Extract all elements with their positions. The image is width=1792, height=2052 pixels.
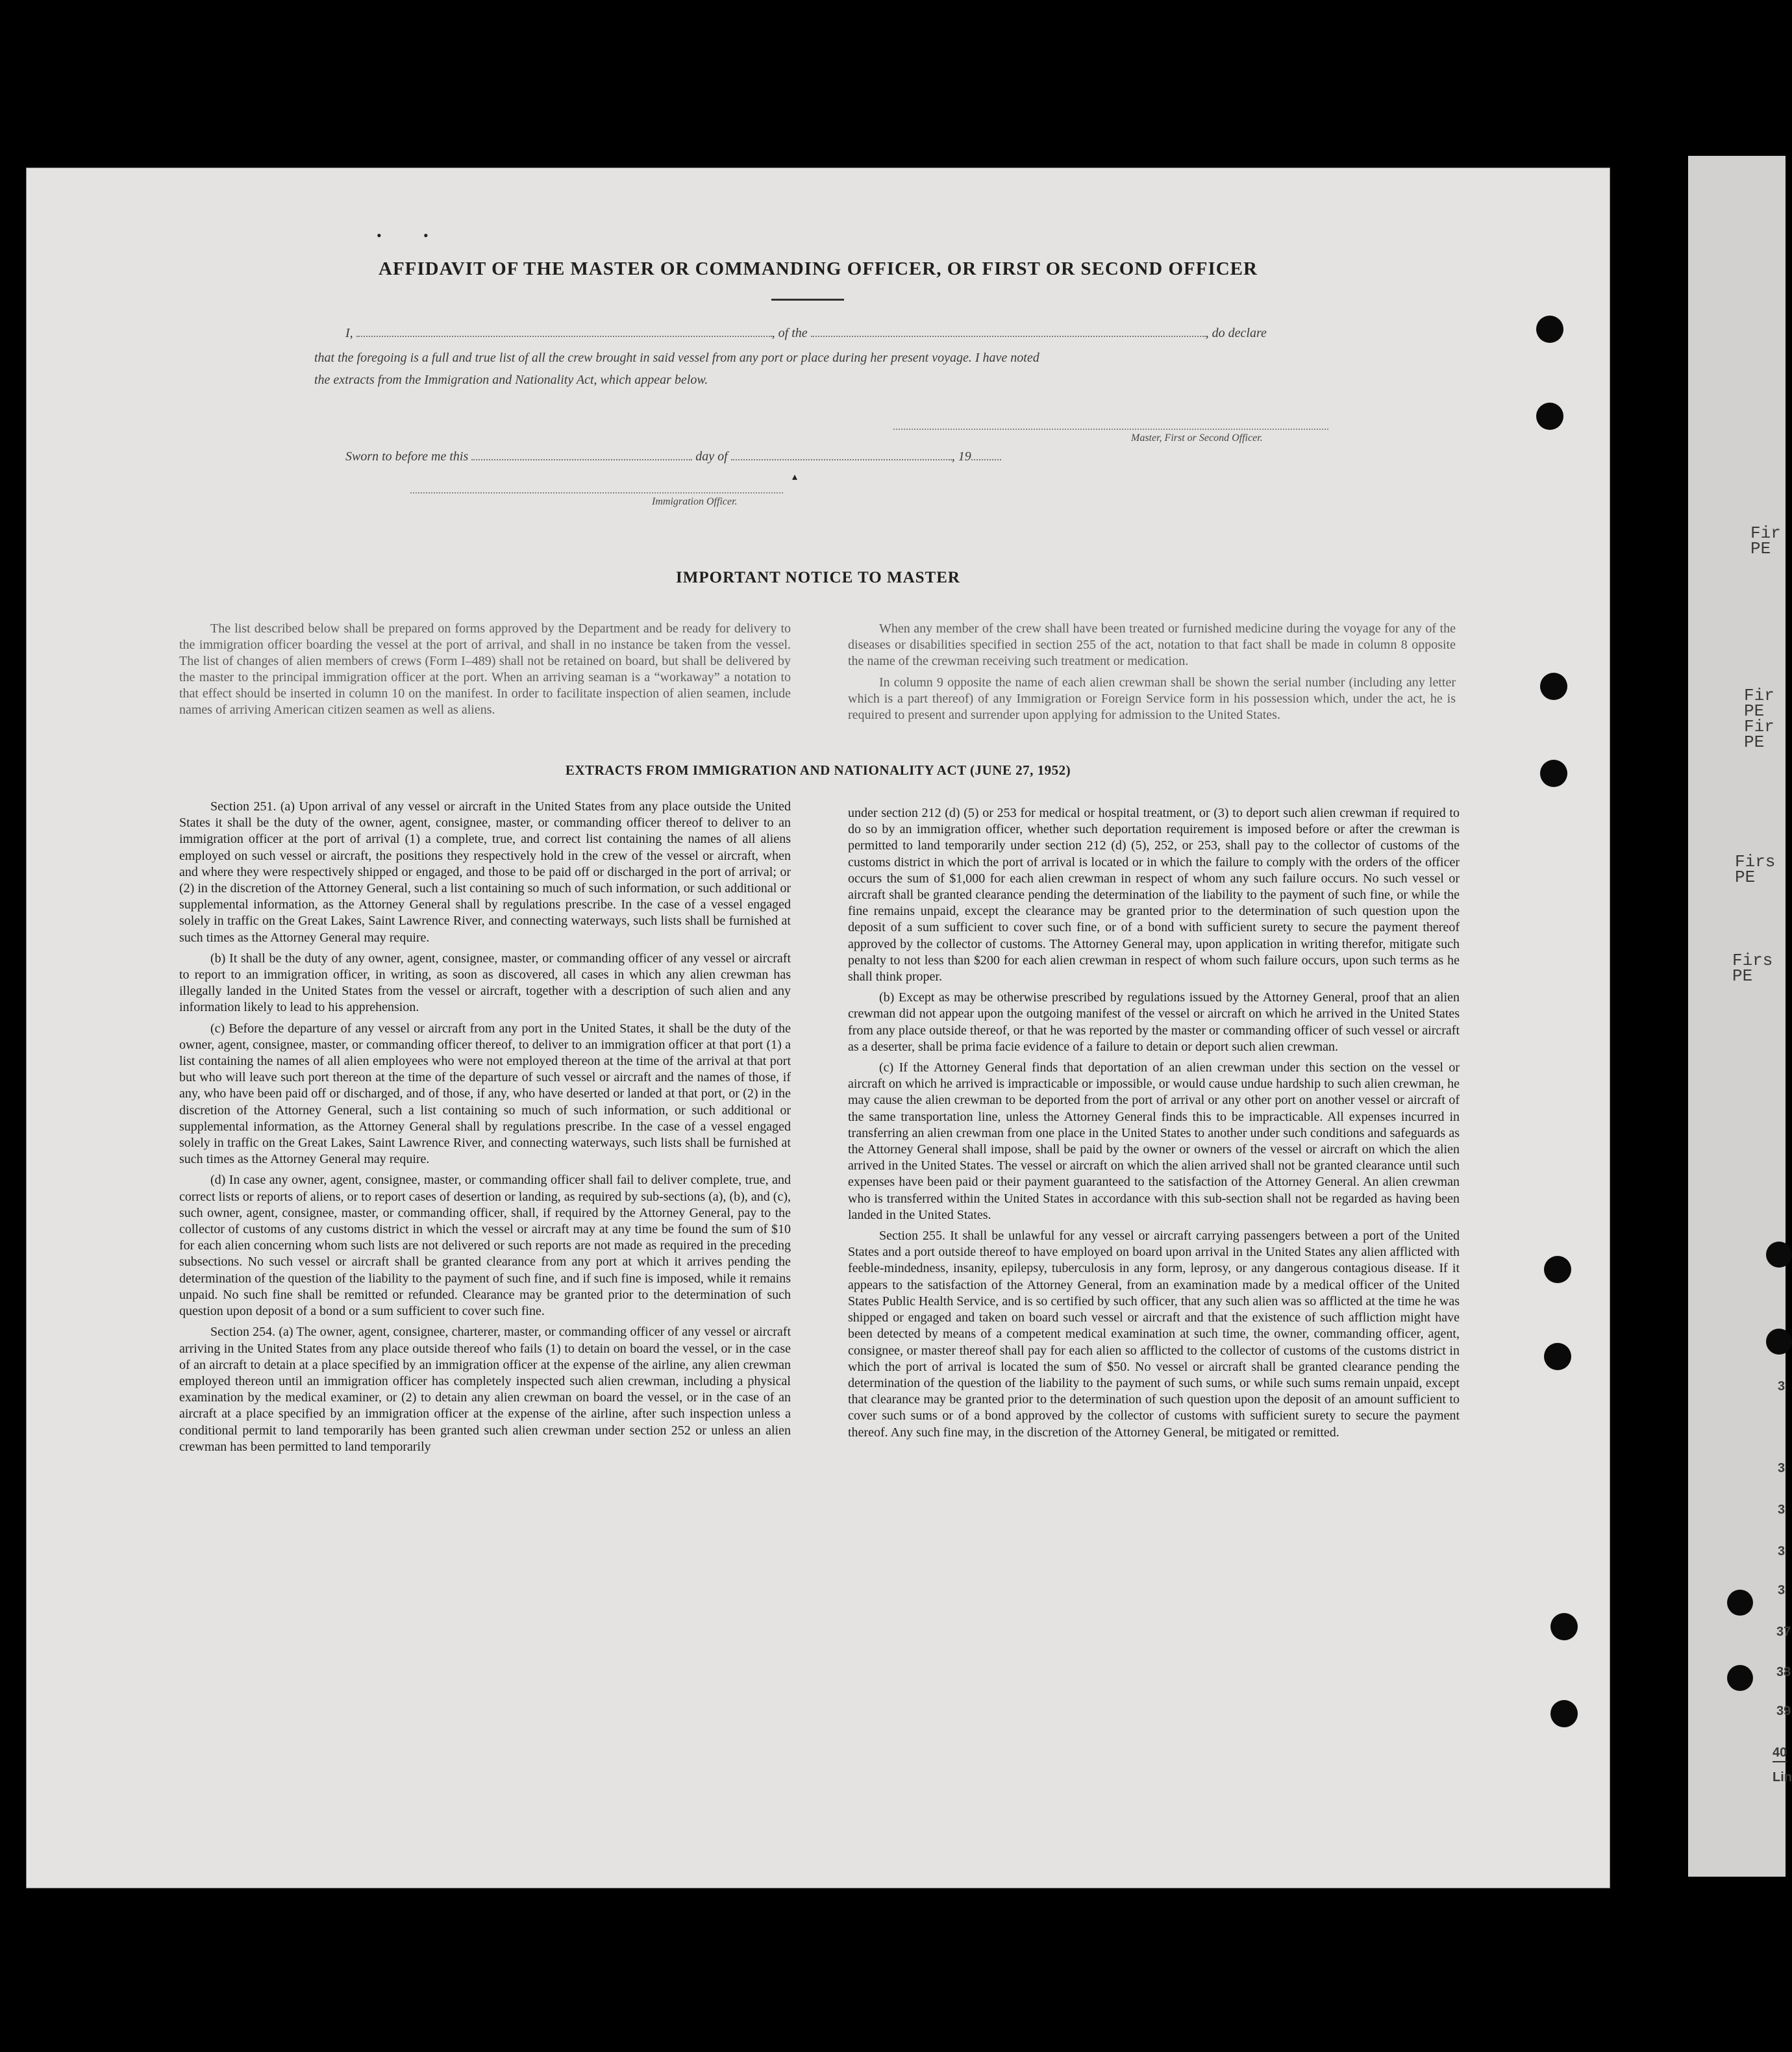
- extracts-title: EXTRACTS FROM IMMIGRATION AND NATIONALITY ACT (JUNE 27, 1952): [565, 762, 1071, 778]
- punch-hole: [1536, 316, 1563, 343]
- sworn-year-blank[interactable]: [971, 450, 1001, 460]
- year-label: , 19: [951, 449, 971, 464]
- side-number: 3: [1778, 1583, 1786, 1597]
- sworn-line: [345, 449, 1001, 464]
- affidavit-declare-label: , do declare: [1205, 326, 1267, 340]
- punch-hole: [1544, 1256, 1571, 1283]
- extracts-left-column: [179, 799, 791, 1460]
- officer-signature-line[interactable]: [410, 492, 783, 494]
- sworn-month-blank[interactable]: [731, 450, 952, 460]
- punch-hole: [1536, 403, 1563, 430]
- name-blank[interactable]: [356, 327, 772, 337]
- sworn-day-blank[interactable]: [471, 450, 692, 460]
- adjacent-page-edge: [1688, 156, 1792, 1877]
- stray-mark: ▴: [792, 471, 798, 482]
- side-number: 3: [1778, 1461, 1786, 1475]
- side-fragment: Firs: [1735, 852, 1776, 871]
- side-number: 3: [1778, 1503, 1786, 1517]
- side-fragment: PE: [1732, 966, 1753, 986]
- section-254-c: (c) If the Attorney General finds that deportation of an alien crewman under this section on the vessel or aircraft on which he arrived is impracticable or impossible, or would cause undue hardship to such alien crewman, he may cause the alien crewman to be deported from the port of arrival or any other port on another vessel or aircraft of the same transportation line, unless the Attorney General finds this to be impracticable. All expenses incurred in transferring an alien crewman from one place in the United States to another under such conditions and safeguards as the Attorney General shall impose, shall be paid by the owner or owners of the vessel or aircraft on which the alien arrived in the United States. The vessel or aircraft on which the alien arrived shall not be granted clearance until such expenses have been paid or their payment guaranteed to the satisfaction of the Attorney General. An alien crewman who is transferred within the United States in accordance with this sub-section shall not be regarded as having been landed in the United States.: [848, 1060, 1460, 1222]
- side-punch-hole: [1727, 1590, 1753, 1616]
- section-251-d: (d) In case any owner, agent, consignee, master, or commanding officer shall fail to deliver complete, true, and correct lists or reports of aliens, or to report cases of desertion or landing, as required by sub-sections (a), (b), and (c), such owner, agent, consignee, master, or commanding officer, shall, if required by the Attorney General, pay to the collector of customs of any customs district in which the vessel or aircraft may at any time be found the sum of $10 for each alien concerning whom such lists are not delivered or such reports are not made as required in the preceding subsections. No such vessel or aircraft shall be granted clearance from any port at which it arrives pending the determination of the question of the liability to the payment of such fine, and if such fine is imposed, while it remains unpaid. No such fine shall be remitted or refunded. Clearance may be granted prior to the determination of such question upon deposit of a bond or a sum sufficient to cover such fine.: [179, 1173, 791, 1319]
- side-punch-hole: [1727, 1665, 1753, 1691]
- side-fragment: PE: [1744, 732, 1765, 752]
- punch-hole: [1550, 1700, 1578, 1727]
- side-fragment: Fir: [1750, 523, 1781, 543]
- day-of-label: day of: [695, 449, 728, 464]
- side-number: 37: [1776, 1625, 1791, 1639]
- stray-mark: •: [377, 227, 382, 244]
- side-fragment: PE: [1750, 539, 1771, 558]
- section-255: Section 255. It shall be unlawful for any vessel or aircraft carrying passengers between a port of the United States and a port outside thereof to have employed on board upon arrival in the United States any alien afflicted with feeble-mindedness, insanity, epilepsy, tuberculosis in any form, leprosy, or any dangerous contagious disease. If it appears to the satisfaction of the Attorney General, from an examination made by a medical officer of the United States Public Health Service, and is so certified by such officer, that any such alien was so afflicted at the time he was shipped or engaged and taken on board such vessel or aircraft and that the existence of such affliction might have been detected by means of a competent medical examination at such time, the owner, commanding officer, agent, consignee, or master thereof shall pay for each alien so afflicted to the collector of customs of the customs district in which the port of arrival is located the sum of $50. No vessel or aircraft shall be granted clearance pending the determination of the question of the liability to the payment of such sums, or while such sums remain unpaid, except that clearance may be granted prior to the determination of such question upon the deposit of an amount sufficient to cover such sums or of a bond approved by the collector of customs with sufficient surety to secure the payment thereof. Any such fine may, in the discretion of the Attorney General, be mitigated or remitted.: [848, 1229, 1460, 1440]
- side-number: 3: [1778, 1379, 1786, 1394]
- side-number: 3: [1778, 1544, 1786, 1558]
- side-fragment: Firs: [1732, 951, 1773, 970]
- notice-left-column: [179, 621, 791, 723]
- master-caption: Master, First or Second Officer.: [1131, 432, 1263, 444]
- side-fragment: PE: [1744, 701, 1765, 721]
- side-fragment: Fir: [1744, 686, 1774, 705]
- affidavit-title: AFFIDAVIT OF THE MASTER OR COMMANDING OFFICER, OR FIRST OR SECOND OFFICER: [379, 258, 1258, 279]
- section-251-b: (b) It shall be the duty of any owner, agent, consignee, master, or commanding officer of any vessel or aircraft to report to an immigration officer, in writing, as soon as discovered, all cases in which any alien crewman has illegally landed in the United States from the vessel or aircraft, together with a description of such alien and any information likely to lead to his apprehension.: [179, 951, 791, 1015]
- section-254-a-cont: under section 212 (d) (5) or 253 for medical or hospital treatment, or (3) to deport such alien crewman if required to do so by an immigration officer, whether such deportation requirement is imposed before or after the crewman is permitted to land temporarily under section 212 (d) (5), 252, or 253, shall pay to the collector of customs of the customs district in which the port of arrival is located or in which the failure to comply with the orders of the officer occurs the sum of $1,000 for each alien crewman in respect of whom any such failure occurs. No such vessel or aircraft shall be granted clearance pending the determination of the liability to the payment of such fine, or while the fine remains unpaid, except the clearance may be granted prior to the determination of such question upon the deposit of a sum sufficient to cover such fine, or of a bond with sufficient surety to secure the payment thereof approved by the collector of customs. The Attorney General may, upon application in writing therefor, mitigate such penalty to not less than $200 for each alien crewman in respect of whom such failure occurs, upon such terms as he shall think proper.: [848, 806, 1460, 984]
- side-punch-hole: [1766, 1242, 1792, 1268]
- affidavit-line-1: [345, 326, 1267, 341]
- officer-caption: Immigration Officer.: [652, 496, 738, 507]
- notice-left-paragraph: The list described below shall be prepared on forms approved by the Department and be ready for delivery to the immigration officer boarding the vessel at the port of arrival, and shall in no instance be taken from the vessel. The list of changes of alien members of crews (Form I–489) shall not be retained on board, but shall be delivered by the master to the principal immigration officer at the port. When an arriving seaman is a “workaway” a notation to that effect should be inserted in column 10 on the manifest. In order to facilitate inspection of alien seamen, include names of arriving American citizen seamen as well as aliens.: [179, 621, 791, 717]
- notice-right-column: [848, 621, 1456, 729]
- punch-hole: [1544, 1343, 1571, 1370]
- side-number: 40: [1773, 1744, 1787, 1762]
- affidavit-line-2: that the foregoing is a full and true list of all the crew brought in said vessel from any port or place during her present voyage. I have noted: [314, 351, 1039, 365]
- punch-hole: [1540, 673, 1567, 700]
- section-251-c: (c) Before the departure of any vessel or aircraft from any port in the United States, it shall be the duty of the owner, agent, consignee, master, or commanding officer thereof, to deliver to an immigration officer at that port (1) a list containing the names of all alien employees who were not employed thereon at the time of the arrival at that port but who will leave such port thereon at the time of the departure of such vessel or aircraft and the names of those, if any, who have been paid off or discharged, and of those, if any, who have deserted or landed at that port, or (2) in the discretion of the Attorney General, such a list containing so much of such information, or such additional or supplemental information, as the Attorney General shall by regulations prescribe. In the case of a vessel engaged solely in traffic on the Great Lakes, Saint Lawrence River, and connecting waterways, such lists shall be furnished at such times as the Attorney General may require.: [179, 1021, 791, 1167]
- notice-title: IMPORTANT NOTICE TO MASTER: [676, 569, 960, 586]
- stray-mark: •: [423, 227, 429, 244]
- section-254-b: (b) Except as may be otherwise prescribed by regulations issued by the Attorney General, proof that an alien crewman did not appear upon the outgoing manifest of the vessel or aircraft on which he arrived in the United States from any place outside thereof, or that he was reported by the master or commanding officer of such vessel or aircraft as a deserter, shall be prima facie evidence of a failure to detain or deport such alien crewman.: [848, 990, 1460, 1054]
- affidavit-of-label: , of the: [771, 326, 808, 340]
- section-254-a: Section 254. (a) The owner, agent, consignee, charterer, master, or commanding officer of any vessel or aircraft arriving in the United States from any place outside thereof who fails (1) to detain on board the vessel, or in the case of an aircraft to detain at a place specified by an immigration officer at the expense of the airline, any alien crewman employed thereon until an immigration officer has completely inspected such alien crewman, including a physical examination by the medical examiner, or (2) to detain any alien crewman on board the vessel, or in the case of an aircraft at a place specified by an immigration officer at the expense of the airline, after such inspection unless a conditional permit to land temporarily has been granted such alien crewman under section 252 or unless an alien crewman has been permitted to land temporarily: [179, 1325, 791, 1454]
- sworn-label: Sworn to before me this: [345, 449, 469, 464]
- affidavit-line-3: the extracts from the Immigration and Nationality Act, which appear below.: [314, 373, 708, 387]
- section-251-a: Section 251. (a) Upon arrival of any vessel or aircraft in the United States from any place outside the United States it shall be the duty of the owner, agent, consignee, master, or commanding officer thereof to deliver to an immigration officer at the port of arrival (1) a complete, true, and correct list containing the names of all aliens employed on such vessel or aircraft, the positions they respectively hold in the crew of the vessel or aircraft, when and where they were respectively shipped or engaged, and those to be paid off or discharged in the port of arrival; or (2) in the discretion of the Attorney General, such a list containing so much of such information, or such additional or supplemental information, as the Attorney General shall by regulations prescribe. In the case of a vessel engaged solely in traffic on the Great Lakes, Saint Lawrence River, and connecting waterways, such lists shall be furnished at such times as the Attorney General may require.: [179, 799, 791, 945]
- punch-hole: [1550, 1613, 1578, 1640]
- notice-right-paragraph-2: In column 9 opposite the name of each alien crewman shall be shown the serial number (including any letter which is a part thereof) of any Immigration or Foreign Service form in his possession which, under the act, he is required to present and surrender upon applying for admission to the United States.: [848, 675, 1456, 722]
- extracts-right-column: [848, 805, 1460, 1445]
- punch-hole: [1540, 760, 1567, 787]
- side-number: 39: [1776, 1704, 1791, 1718]
- form-page: [26, 168, 1610, 1888]
- vessel-blank[interactable]: [811, 327, 1206, 337]
- affidavit-i-label: I,: [345, 326, 353, 340]
- side-bottom-label: Lin: [1773, 1770, 1792, 1784]
- master-signature-line[interactable]: [893, 429, 1328, 430]
- side-number: 38: [1776, 1665, 1791, 1679]
- title-rule: [771, 299, 844, 301]
- side-punch-hole: [1766, 1329, 1792, 1355]
- side-fragment: Fir: [1744, 717, 1774, 736]
- notice-right-paragraph-1: When any member of the crew shall have been treated or furnished medicine during the voyage for any of the diseases or disabilities specified in section 255 of the act, notation to that fact shall be made in column 8 opposite the name of the crewman receiving such treatment or medication.: [848, 621, 1456, 668]
- side-fragment: PE: [1735, 868, 1756, 887]
